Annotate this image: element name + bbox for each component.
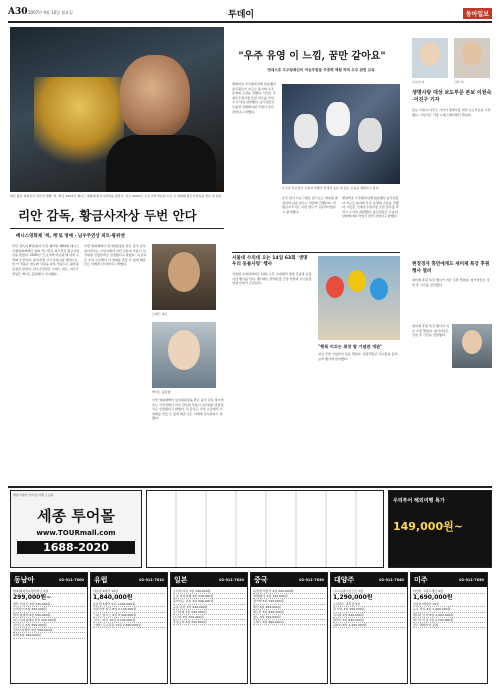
page-header (8, 6, 492, 22)
ad-column-0[interactable] (10, 572, 88, 684)
ad-column-title: 동남아 (14, 576, 35, 584)
ad-column-1[interactable] (90, 572, 168, 684)
sidebar-story2-title: 현정경자 휴먼에게도 새미제 특강 후원행사 열려 (412, 262, 490, 274)
ad-line[interactable]: 북경/만리장성 4일 299,000원 (253, 589, 325, 594)
space-body-col3: 엔데버호 우주왕복선에 탑승했던 승무원들이 지구로 돌아와 우주 유영의 소감을 전했다. 이들은 국제우주정거장 조립 임무를 마치고 무사히 귀환했다. 승무원들은 무중력 상태에서의 작업이 꿈만 같았다고 말했다. (342, 196, 399, 219)
ad-line[interactable]: 상해/항주 4일 349,000원 (253, 594, 325, 599)
ad-column-title: 유럽 (94, 576, 108, 584)
ad-column-phone: 02-311-7030 (299, 578, 324, 582)
director-face (120, 55, 190, 137)
right-banner-title: 우리투어 해외여행 특가 (393, 498, 445, 504)
ad-line[interactable]: 보라카이 5일 399,000원 (13, 607, 85, 612)
ad-line[interactable]: 방콕/파타야+알카자쇼 5일 (13, 589, 85, 594)
space-quote-headline: "우주 유영 이 느낌, 꿈만 같아요" (238, 51, 386, 62)
small-story2-body: 지난 주말 기념관이 문을 열었다. 관람객들은 전시물을 둘러보며 행사에 참여했다. (318, 352, 398, 361)
lead-photo-caption: 대만 출신 영화감독 리안이 영화 '색, 계'로 2007년 베니스 영화제 황금사자상을 받았다. 리는 2005년 '브로크백 마운틴'으로 이 영화제 황금사자상을 받은 바 있다. (10, 194, 223, 198)
sidebar-story1-title: 생명사랑 대상 보도부문 본보 이원숙·이진구 기자 (412, 90, 492, 103)
ad-line[interactable]: 푸켓 5일 399,000원 (13, 633, 85, 638)
ad-line[interactable]: 멕시코 칸쿤 7일 1,790,000원 (413, 618, 485, 623)
ad-column-title: 중국 (254, 576, 268, 584)
right-banner-ad[interactable] (388, 490, 492, 568)
ad-line[interactable]: 동유럽 5개국 9일 1,990,000원 (93, 602, 165, 607)
ad-line[interactable]: 캐나다 로키 8일 1,990,000원 (413, 613, 485, 618)
ad-line[interactable]: 홋카이도 온천 4일 699,000원 (173, 599, 245, 604)
sidebar-story2-body: 새미제 후원 특강 행사가 지난 주말 열렸다. 참가자들은 강연 후 기금을 전달했다. (412, 278, 490, 287)
sidebar-portrait2 (454, 38, 490, 78)
travel-ad-columns (10, 572, 492, 684)
ad-line[interactable]: 골프 해외투어 문의 (413, 623, 485, 628)
ad-line[interactable]: 스위스 알프스 9일 2,490,000원 (93, 613, 165, 618)
ad-line[interactable]: 이탈리아 일주 8일 2,190,000원 (93, 607, 165, 612)
header-rule (8, 21, 492, 23)
space-photo-caption: 우주인 후보들이 무중력 비행기 안에서 둥둥 떠 있는 모습을 체험하고 있다. (282, 186, 380, 190)
ad-line[interactable]: 도쿄 자유여행 3일 349,000원 (173, 594, 245, 599)
ad-column-2[interactable] (170, 572, 248, 684)
page-number: A30 (8, 7, 28, 17)
small-story1-title: 서울대 수의대 오는 14일 63회 '생명 우리 동물사랑' 행사 (232, 256, 308, 267)
ad-line[interactable]: 나고야 3일 429,000원 (173, 615, 245, 620)
ad-line[interactable]: 구채구 6일 899,000원 (253, 620, 325, 625)
small-story1-body: 서울대 수의과대학은 14일 오후 교내에서 생명 존중과 동물 사랑 행사를 연다. 행사에는 반려동물 건강 상담과 유기동물 입양 안내가 포함된다. (232, 272, 312, 286)
lead-body-col2: 이번 영화제에서 심사위원장을 맡은 중국 감독 장이머우는 시상식에서 리안 감독의 작품이 심사위원 만장일치로 선정됐다고 밝혔다. 리 감독은 수상 소감에서 이 영화를 만들 수 있게 해준 모든 이에게 감사한다고 말했다. (84, 244, 147, 267)
masthead-logo: 동아일보 (463, 8, 492, 19)
sidebar-photo (452, 324, 492, 368)
ad-line[interactable]: 규슈 온천 3일 449,000원 (173, 605, 245, 610)
ad-line[interactable]: 싱가포르 4일 499,000원 (13, 623, 85, 628)
portrait-pitt (152, 244, 216, 310)
sidebar-portrait1-caption: 이소연 씨 (412, 80, 425, 84)
ad-column-4[interactable] (330, 572, 408, 684)
ad-column-phone: 02-311-7000 (59, 578, 84, 582)
ad-column-5[interactable] (410, 572, 488, 684)
ad-line[interactable]: 코타키나발루 5일 549,000원 (13, 628, 85, 633)
space-body-col1: 엔데버호 우주왕복선에 탑승했던 승무원들이 지구로 돌아와 우주 유영의 소감을 전했다. 이들은 국제우주정거장 조립 임무를 마치고 무사히 귀환했다. 승무원들은 무중력 상태에서의 작업이 꿈만 같았다고 말했다. (232, 82, 276, 114)
ad-line[interactable]: 계림 5일 499,000원 (253, 605, 325, 610)
small-story2-title: "행복 이끄는 최장 탑 기념관 개관" (318, 344, 383, 349)
portrait-pitt-caption: 브래드 피트 (152, 312, 168, 316)
ad-line[interactable]: 세부 리조트 4일 349,000원 (13, 602, 85, 607)
ad-column-header (331, 573, 407, 587)
portrait-blanchett (152, 322, 216, 388)
ad-column-phone: 02-311-7020 (219, 578, 244, 582)
ad-line[interactable]: 그리스·터키 10일 2,290,000원 (93, 618, 165, 623)
sidebar-story1-body: 본보 이원숙·이진구 기자가 생명사랑 대상 보도부문을 수상했다. 시상식은 서울 프레스센터에서 열린다. (412, 108, 491, 117)
lead-subhead: 베니스영화제 '색, 계'로 영예 - 남우주연상 피트·왕위엔 (16, 234, 125, 239)
sidebar-portrait1 (412, 38, 448, 78)
ad-line[interactable]: 오사카/교토 3일 399,000원 (173, 589, 245, 594)
ad-column-header (91, 573, 167, 587)
ad-line[interactable]: 사이판 4일 649,000원 (333, 613, 405, 618)
ad-line[interactable]: 발리 풀빌라 6일 599,000원 (13, 613, 85, 618)
right-banner-price: 149,000원~ (393, 520, 463, 533)
sidebar-portrait2-caption: 고산 씨 (454, 80, 464, 84)
ad-line[interactable]: 하노이/하롱베이 5일 449,000원 (13, 618, 85, 623)
ad-line[interactable]: 299,000원~ (13, 594, 52, 602)
page-date: 2007년 9월 10일 월요일 (28, 10, 73, 15)
space-photo (282, 84, 400, 184)
ad-line[interactable]: 백두산 5일 699,000원 (253, 610, 325, 615)
ad-line[interactable]: 미동부/캐나다 10일 (413, 602, 485, 607)
ad-line[interactable]: 서유럽 4개국 10일 (93, 589, 165, 594)
lead-body-col1: 리안 감독이 8일(현지시간) 폐막한 제64회 베니스 국제영화제에서 영화 '색, 계'로 최고상인 황금사자상을 받았다. 2005년 '브로크백 마운틴'에 이어 두 번째 수상이다. 중일전쟁 시기 상하이를 배경으로 한 이 작품은 첩보와 사랑을 다룬 작품으로 평단의 호평을 받았다. 남우주연상은 브래드 피트, 여우주연상은 케이트 블란쳇이 차지했다. (12, 244, 80, 276)
ad-line[interactable]: 후쿠오카 2일 259,000원 (173, 620, 245, 625)
ad-line[interactable]: 스페인 포르투갈 11일 2,690,000원 (93, 623, 165, 628)
ad-line[interactable]: 뉴질랜드 남북섬 9일 (333, 602, 405, 607)
section-title: 투데이 (228, 10, 255, 20)
small-story-rule (232, 252, 400, 253)
space-subhead: 엔데스호 우주왕복선의 여승무원들 무중력 체험 하며 우주 관련 교육 (267, 68, 375, 72)
ad-tagline: 세종여행사 인터넷 여행 쇼핑몰 (13, 493, 54, 497)
ad-column-header (171, 573, 247, 587)
ad-line[interactable]: 1,840,000원 (93, 594, 133, 602)
ad-phone: 1688-2020 (17, 541, 135, 554)
ad-column-3[interactable] (250, 572, 328, 684)
space-body-col2: 우주 탐사 프로그램은 앞으로도 계속될 예정이며 다음 임무는 연말에 진행된다. 미 항공우주국은 이번 임무가 성공적이었다고 평가했다. (282, 196, 338, 214)
ad-brand: 세종 투어몰 (37, 507, 115, 525)
director-suit (106, 135, 216, 192)
ad-column-phone: 02-311-7010 (139, 578, 164, 582)
ad-line[interactable]: 뉴욕 자유 6일 1,390,000원 (413, 607, 485, 612)
ad-url: www.TOURmall.com (36, 529, 116, 537)
ad-line[interactable]: 미서부 그랜드캐년 9일 (413, 589, 485, 594)
ad-column-header (411, 573, 487, 587)
ad-column-phone: 02-311-7050 (459, 578, 484, 582)
ad-line[interactable]: 장가계 5일 599,000원 (253, 599, 325, 604)
sejong-tourmall-ad[interactable] (10, 490, 142, 568)
ad-column-header (11, 573, 87, 587)
lead-headline: 리안 감독, 황금사자상 두번 안다 (18, 208, 197, 223)
ad-column-title: 일본 (174, 576, 188, 584)
ad-rule (8, 486, 492, 488)
ad-line[interactable]: 괌 자유 4일 599,000원 (333, 607, 405, 612)
ad-column-title: 미주 (414, 576, 428, 584)
portrait-blanchett-caption: 케이트 블란쳇 (152, 390, 171, 394)
lead-photo (10, 27, 224, 192)
ad-line[interactable]: 오키나와 4일 599,000원 (173, 610, 245, 615)
ad-column-phone: 02-311-7040 (379, 578, 404, 582)
middle-ad-strip (146, 490, 384, 568)
ad-line[interactable]: 청도 3일 199,000원 (253, 615, 325, 620)
ad-line[interactable]: 1,690,000원 (413, 594, 453, 602)
ad-line[interactable]: 1,290,000원 (333, 594, 373, 602)
ad-line[interactable]: 팔라우 5일 899,000원 (333, 618, 405, 623)
ad-line[interactable]: 하와이 6일 1,490,000원 (333, 623, 405, 628)
ad-column-header (251, 573, 327, 587)
lead-rule (10, 228, 224, 229)
sidebar-story2-body-cont: 새미제 후원 특강 행사가 지난 주말 열렸다. 참가자들은 강연 후 기금을 전달했다. (412, 324, 449, 338)
lead-body-col3: 이번 영화제에서 심사위원장을 맡은 중국 감독 장이머우는 시상식에서 리안 감독의 작품이 심사위원 만장일치로 선정됐다고 밝혔다. 리 감독은 수상 소감에서 이 영화를 만들 수 있게 해준 모든 이에게 감사한다고 말했다. (152, 398, 224, 421)
ad-column-title: 대양주 (334, 576, 355, 584)
balloon-photo (318, 256, 400, 340)
ad-line[interactable]: 시드니/골드코스트 7일 (333, 589, 405, 594)
